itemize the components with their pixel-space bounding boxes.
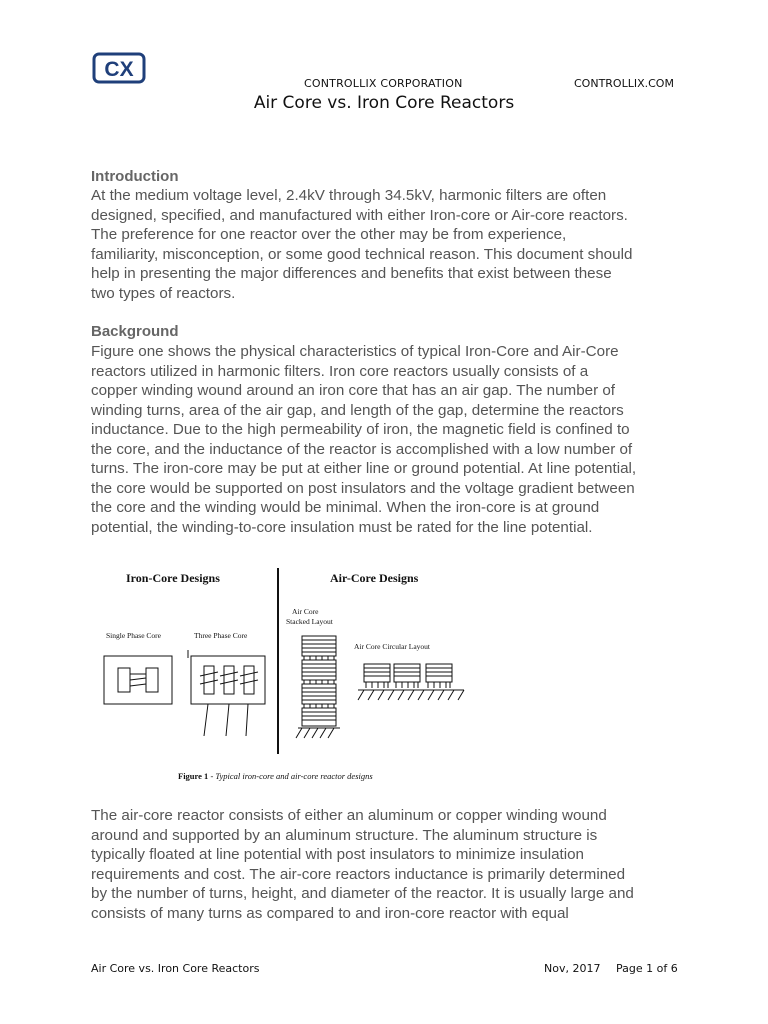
text-line: reactors utilized in harmonic filters. Iron core reactors usually consists of a (91, 362, 589, 380)
air-core-circular (358, 664, 464, 700)
air-core-stacked (296, 636, 340, 738)
air-core-paragraph (91, 806, 691, 923)
single-phase-core (104, 656, 172, 704)
introduction-paragraph (91, 186, 691, 303)
text-line: potential, the winding-to-core insulation must be rated for the line potential. (91, 518, 593, 536)
header-company: CONTROLLIX CORPORATION (304, 77, 463, 90)
controllix-logo (92, 52, 146, 84)
header-website: CONTROLLIX.COM (574, 77, 674, 90)
text-line: requirements and cost. The air-core reactors inductance is primarily determined (91, 865, 626, 883)
three-phase-label: Three Phase Core (194, 631, 248, 640)
text-line: consists of many turns as compared to and iron-core reactor with equal (91, 904, 569, 922)
logo-text: CX (104, 58, 134, 81)
footer-title: Air Core vs. Iron Core Reactors (91, 962, 260, 975)
figure-caption (178, 771, 373, 781)
text-line: At the medium voltage level, 2.4kV through 34.5kV, harmonic filters are often (91, 187, 607, 204)
text-line: copper winding wound around an iron core that has an air gap. The number of (91, 382, 616, 399)
stacked-label-2: Stacked Layout (286, 617, 333, 626)
single-phase-label: Single Phase Core (106, 631, 161, 640)
air-core-heading: Air-Core Designs (330, 571, 419, 585)
text-line: around and supported by an aluminum structure. The aluminum structure is (91, 826, 598, 844)
caption-label: Figure 1 (178, 771, 209, 781)
text-line: Figure one shows the physical characteristics of typical Iron-Core and Air-Core (91, 343, 619, 360)
text-line: turns. The iron-core may be put at either line or ground potential. At line potential, (91, 460, 637, 477)
text-line: The preference for one reactor over the other may be from experience, (91, 226, 567, 243)
text-line: The air-core reactor consists of either an aluminum or copper winding wound (91, 807, 607, 824)
caption-text: - Typical iron-core and air-core reactor designs (208, 771, 373, 781)
document-title: Air Core vs. Iron Core Reactors (253, 93, 515, 113)
footer-date: Nov, 2017 (544, 962, 601, 975)
text-line: designed, specified, and manufactured with either Iron-core or Air-core reactors. (91, 206, 628, 224)
text-line: the core, and the inductance of the reactor is accomplished with a low number of (91, 440, 633, 458)
background-heading: Background (91, 323, 179, 340)
reactor-designs-figure (96, 560, 476, 760)
text-line: help in presenting the major differences and benefits that exist between these (91, 265, 612, 282)
text-line: inductance. Due to the high permeability of iron, the magnetic field is confined to (91, 421, 630, 438)
text-line: the core would be supported on post insulators and the voltage gradient between (91, 479, 635, 497)
introduction-heading: Introduction (91, 168, 179, 185)
text-line: the core and the winding would be minimal. When the iron-core is at ground (91, 499, 600, 516)
text-line: typically floated at line potential with post insulators to minimize insulation (91, 846, 585, 863)
text-line: two types of reactors. (91, 284, 236, 302)
text-line: by the number of turns, height, and diameter of the reactor. It is usually large and (91, 885, 634, 902)
circular-label: Air Core Circular Layout (354, 642, 431, 651)
text-line: winding turns, area of the air gap, and length of the gap, determine the reactors (91, 401, 624, 419)
iron-core-heading: Iron-Core Designs (126, 571, 220, 585)
text-line: familiarity, misconception, or some good technical reason. This document should (91, 245, 633, 263)
footer-page-number: Page 1 of 6 (616, 962, 678, 975)
background-paragraph (91, 342, 691, 537)
stacked-label-1: Air Core (292, 607, 319, 616)
three-phase-core (188, 650, 265, 736)
